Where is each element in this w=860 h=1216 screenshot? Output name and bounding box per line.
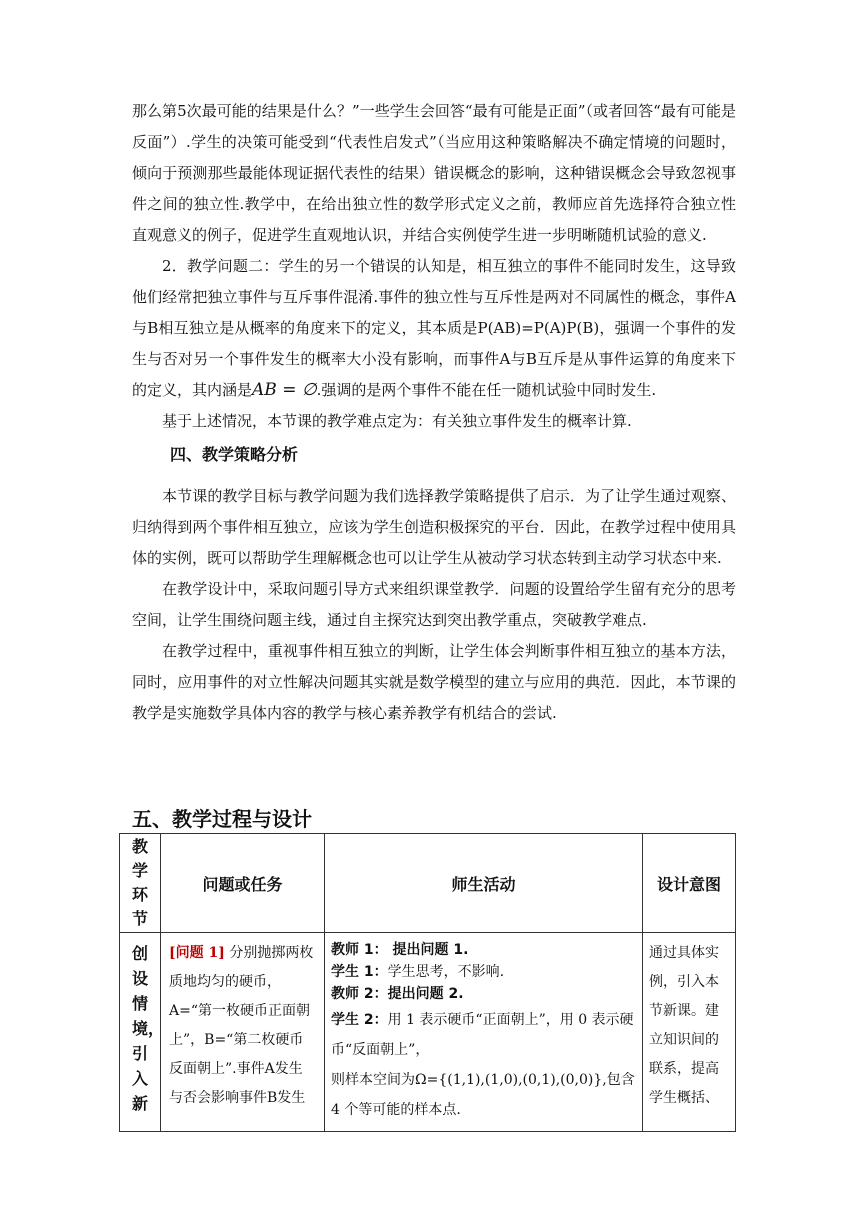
- activity-line-3: 教师 2：提出问题 2.: [331, 986, 464, 1002]
- cell-stage: 创设情境，引入新: [120, 933, 161, 1132]
- problem-text: 分别抛掷两枚质地均匀的硬币，A=“第一枚硬币正面朝上”，B=“第二枚硬币反面朝上”.事件A发生与否会影响事件B发生: [169, 945, 314, 1106]
- table-row: [120, 933, 736, 1132]
- paragraph-strategy-1: 本节课的教学目标与教学问题为我们选择教学策略提供了启示．为了让学生通过观察、归纳得到两个事件相互独立，应该为学生创造积极探究的平台．因此，在教学过程中使用具体的实例，既可以帮助学生理解概念也可以让学生从被动学习状态转到主动学习状态中来.: [132, 487, 736, 567]
- p2-text-after: .强调的是两个事件不能在任一随机试验中同时发生.: [316, 381, 657, 399]
- header-activity: 师生活动: [325, 834, 643, 933]
- header-stage: 教学环节: [120, 834, 161, 933]
- activity-line-5: 则样本空间为Ω={(1,1),(1,0),(0,1),(0,0)},包含 4 个等可能的样本点.: [331, 1072, 635, 1118]
- problem-tag: [问题 1]: [169, 945, 225, 961]
- cell-activity: [325, 933, 643, 1132]
- p2-text-before: 2．教学问题二：学生的另一个错误的认知是，相互独立的事件不能同时发生，这导致他们经常把独立事件与互斥事件混淆.事件的独立性与互斥性是两对不同属性的概念，事件A与B相互独立是从概率的角度来下的定义，其本质是P(AB)=P(A)P(B)，强调一个事件的发生与否对另一个事件发生的概率大小没有影响，而事件A与B互斥是从事件运算的角度来下的定义，其内涵是: [132, 257, 736, 399]
- paragraph-teaching-problem-2: [132, 251, 736, 406]
- paragraph-difficulty: 基于上述情况，本节课的教学难点定为：有关独立事件发生的概率计算.: [162, 412, 632, 430]
- section-heading-strategy: 四、教学策略分析: [170, 445, 299, 464]
- cell-task: [161, 933, 325, 1132]
- lesson-plan-table: [119, 833, 736, 1132]
- paragraph-strategy-2: 在教学设计中，采取问题引导方式来组织课堂教学．问题的设置给学生留有充分的思考空间，让学生围绕问题主线，通过自主探究达到突出教学重点，突破教学难点.: [132, 580, 736, 629]
- activity-line-4: 学生 2：用 1 表示硬币“正面朝上”，用 0 表示硬币“反面朝上”，: [331, 1012, 634, 1058]
- paragraph-representativeness: 那么第5次最可能的结果是什么？”一些学生会回答“最有可能是正面”（或者回答“最有可能是反面”）.学生的决策可能受到“代表性启发式”（当应用这种策略解决不确定情境的问题时，倾向于预测那些最能体现证据代表性的结果）错误概念的影响，这种错误概念会导致忽视事件之间的独立性.教学中，在给出独立性的数学形式定义之前，教师应首先选择符合独立性直观意义的例子，促进学生直观地认识，并结合实例使学生进一步明晰随机试验的意义.: [132, 102, 736, 244]
- table-header-row: [120, 834, 736, 933]
- section-heading-process: 五、教学过程与设计: [132, 807, 312, 831]
- header-task: 问题或任务: [161, 834, 325, 933]
- header-intent: 设计意图: [643, 834, 736, 933]
- cell-intent: 通过具体实例，引入本节新课。建立知识间的联系，提高学生概括、: [643, 933, 736, 1132]
- activity-line-2: 学生 1：学生思考，不影响.: [331, 964, 505, 980]
- paragraph-strategy-3: 在教学过程中，重视事件相互独立的判断，让学生体会判断事件相互独立的基本方法，同时，应用事件的对立性解决问题其实就是数学模型的建立与应用的典范．因此，本节课的教学是实施数学具体内容的教学与核心素养教学有机结合的尝试.: [132, 642, 736, 722]
- activity-line-1: 教师 1： 提出问题 1.: [331, 942, 469, 958]
- empty-set-formula: AB = ∅: [252, 380, 317, 400]
